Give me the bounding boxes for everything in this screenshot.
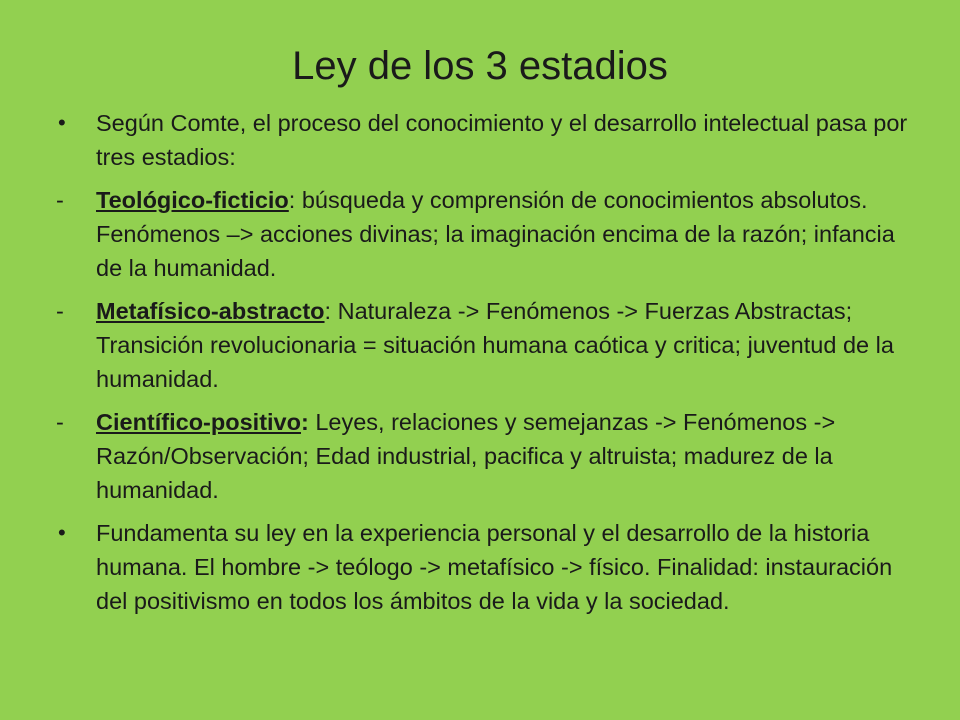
bullet-item-intro <box>56 106 916 174</box>
stage-separator: : <box>300 409 309 435</box>
dash-marker: - <box>56 409 64 435</box>
stage-separator: : <box>324 298 332 324</box>
bullet-item-fundamenta <box>56 516 916 618</box>
slide-title: Ley de los 3 estadios <box>292 44 668 88</box>
dash-marker: - <box>56 187 64 213</box>
bullet-text: Fundamenta su ley en la experiencia personal y el desarrollo de la historia humana. El hombre -> teólogo -> metafísico -> físico. Finalidad: instauración del positivismo en todos los ámbitos de la vida y la sociedad. <box>96 520 893 614</box>
stage-item-metafisico <box>56 294 916 396</box>
bullet-text: Según Comte, el proceso del conocimiento y el desarrollo intelectual pasa por tres estadios: <box>96 110 908 170</box>
stage-description: búsqueda y comprensión de conocimientos absolutos. Fenómenos –> acciones divinas; la imaginación encima de la razón; infancia de la humanidad. <box>96 187 895 281</box>
stage-separator: : <box>288 187 296 213</box>
stage-term: Teológico-ficticio <box>96 187 289 213</box>
bullet-marker: • <box>58 110 66 135</box>
stage-term: Científico-positivo <box>96 409 301 435</box>
dash-marker: - <box>56 298 64 324</box>
stage-item-cientifico <box>56 405 916 507</box>
stage-description: Naturaleza -> Fenómenos -> Fuerzas Abstractas; Transición revolucionaria = situación humana caótica y critica; juventud de la humanidad. <box>96 298 894 392</box>
bullet-marker: • <box>58 520 66 545</box>
slide-content <box>56 106 916 627</box>
stage-term: Metafísico-abstracto <box>96 298 325 324</box>
stage-item-teologico <box>56 183 916 285</box>
stage-description: Leyes, relaciones y semejanzas -> Fenómenos -> Razón/Observación; Edad industrial, pacifica y altruista; madurez de la humanidad. <box>96 409 836 503</box>
